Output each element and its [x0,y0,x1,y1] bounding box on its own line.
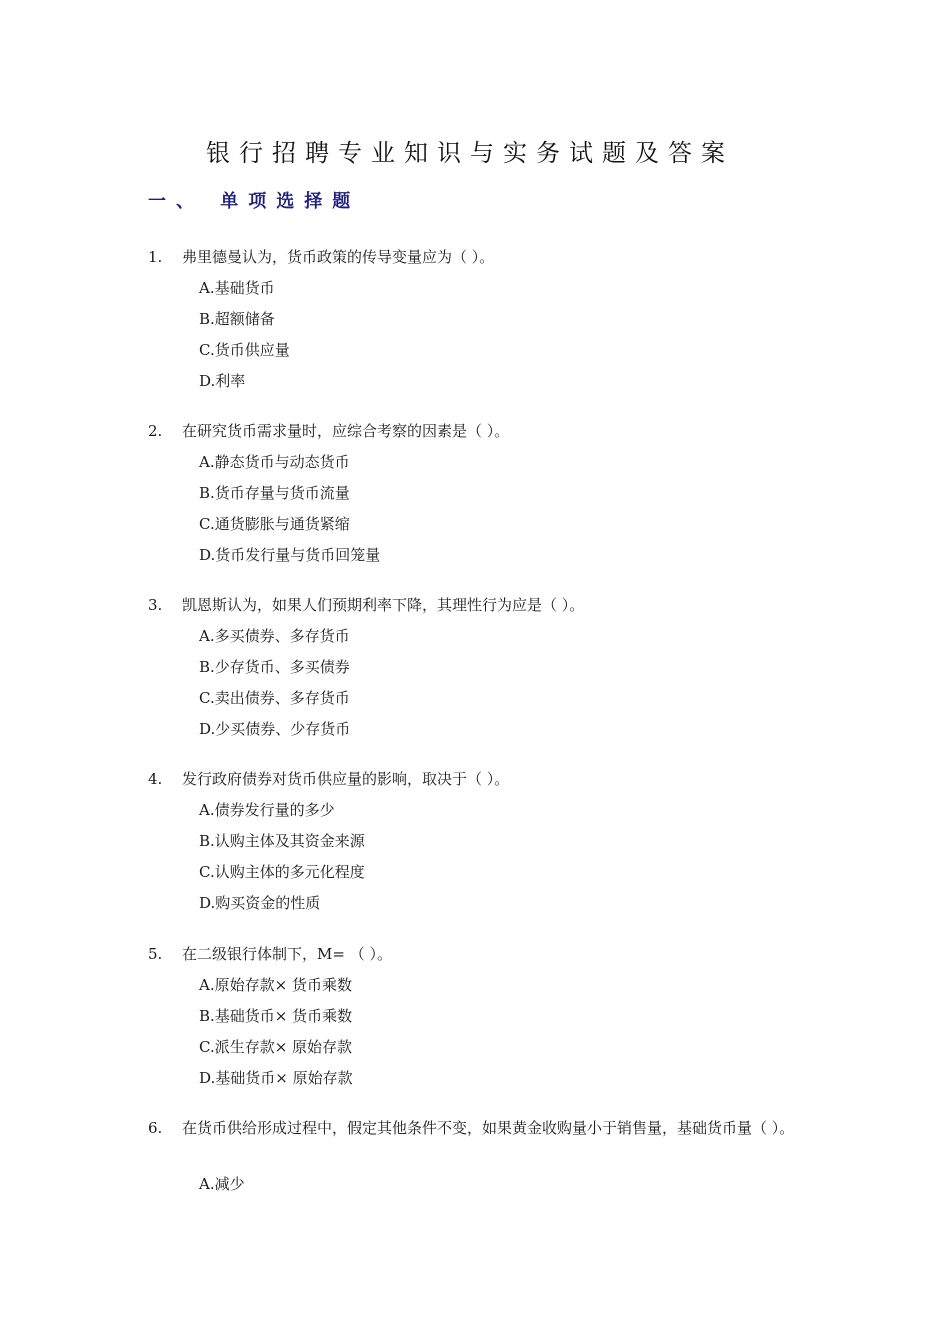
document-title: 银行招聘专业知识与实务试题及答案 [206,139,734,167]
question-text: 在研究货币需求量时，应综合考察的因素是（ ）。 [182,422,510,440]
option-a: A.多买债券、多存货币 [199,627,350,645]
option-b: B.货币存量与货币流量 [199,484,350,502]
question-number: 6. [148,1119,163,1137]
question-number: 3. [148,596,163,614]
option-a: A.静态货币与动态货币 [199,453,350,471]
question-4 [148,767,808,791]
question-number: 1. [148,248,163,266]
option-d: D.购买资金的性质 [199,894,321,912]
question-text: 发行政府债券对货币供应量的影响，取决于（ ）。 [182,770,510,788]
option-c: C.卖出债券、多存货币 [199,689,350,707]
option-c: C.派生存款× 原始存款 [199,1038,353,1056]
option-a: A.债券发行量的多少 [199,801,335,819]
option-c: C.通货膨胀与通货紧缩 [199,515,350,533]
option-a: A.减少 [199,1175,245,1193]
question-3 [148,593,808,617]
question-6 [148,1116,808,1140]
question-text: 凯恩斯认为，如果人们预期利率下降，其理性行为应是（ ）。 [182,596,585,614]
question-text: 在二级银行体制下，M= （ ）。 [182,945,392,963]
option-d: D.利率 [199,372,246,390]
question-number: 2. [148,422,163,440]
option-a: A.原始存款× 货币乘数 [199,976,352,994]
option-b: B.基础货币× 货币乘数 [199,1007,353,1025]
option-d: D.基础货币× 原始存款 [199,1069,353,1087]
question-number: 4. [148,770,163,788]
option-d: D.少买债券、少存货币 [199,720,351,738]
option-b: B.认购主体及其资金来源 [199,832,365,850]
option-c: C.认购主体的多元化程度 [199,863,365,881]
section-heading: 一、 单项选择题 [148,191,361,212]
question-text: 弗里德曼认为，货币政策的传导变量应为（ ）。 [182,248,495,266]
question-number: 5. [148,945,163,963]
option-b: B.超额储备 [199,310,275,328]
question-5 [148,942,808,966]
option-d: D.货币发行量与货币回笼量 [199,546,381,564]
option-c: C.货币供应量 [199,341,290,359]
option-a: A.基础货币 [199,279,275,297]
question-text: 在货币供给形成过程中，假定其他条件不变，如果黄金收购量小于销售量，基础货币量（ ）。 [182,1119,795,1137]
question-1 [148,245,808,269]
question-2 [148,419,808,443]
option-b: B.少存货币、多买债券 [199,658,350,676]
